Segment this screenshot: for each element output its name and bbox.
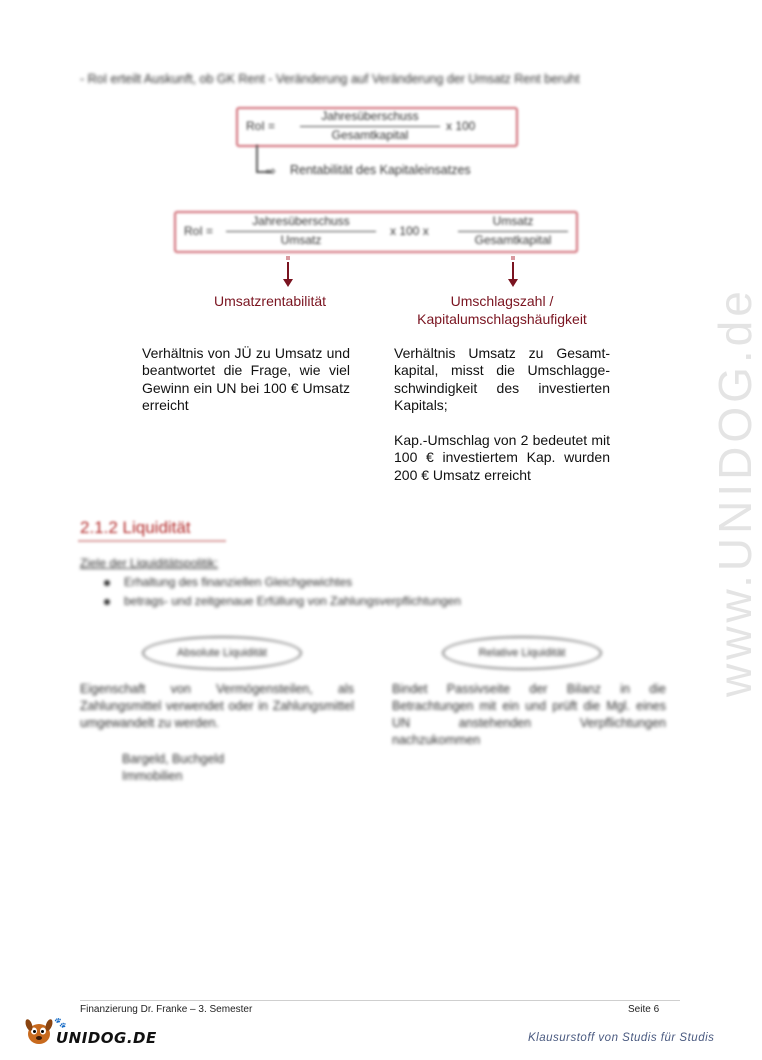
absolute-liquidity-text: Eigenschaft von Vermögensteilen, als Zahlungsmittel verwendet oder in Zahlungsmittel umgewandelt zu werden. [80, 682, 354, 730]
footer-slogan: Klausurstoff von Studis für Studis [528, 1032, 715, 1044]
formula-2-lhs: RoI = [184, 224, 214, 238]
footer-page-number: Seite 6 [628, 1004, 660, 1015]
arrow-left-shaft [287, 262, 289, 280]
formula-2-denominator-1: Umsatz [280, 233, 322, 247]
relative-liquidity-ellipse: Relative Liquidität [442, 636, 602, 670]
umsatzrentabilitaet-text: Verhältnis von JÜ zu Umsatz und beantwortet die Frage, wie viel Gewinn ein UN bei 100 € Umsatz erreicht [142, 345, 350, 414]
heading-underline [78, 540, 226, 542]
intro-line: - RoI erteilt Auskunft, ob GK Rent - Veränderung auf Veränderung der Umsatz Rent beruht [80, 72, 580, 86]
umschlagszahl-text: Verhältnis Umsatz zu Gesamt- kapital, misst die Umschlagge- schwindigkeit des investierten Kapitals; [394, 345, 610, 414]
formula-1-denominator: Gesamtkapital [331, 128, 409, 142]
formula-1-lhs: RoI = [246, 119, 276, 133]
absolute-liquidity-ellipse: Absolute Liquidität [142, 636, 302, 670]
footer-rule [80, 1000, 680, 1001]
formula-1-box [236, 107, 518, 147]
logo-text: UNIDOG.DE [56, 1029, 157, 1047]
umsatzrentabilitaet-label: Umsatzrentabilität [213, 293, 327, 309]
dog-logo-icon [24, 1016, 54, 1046]
absolute-examples-1: Bargeld, Buchgeld [122, 752, 225, 766]
section-heading: 2.1.2 Liquidität [80, 518, 191, 537]
absolute-examples-2: Immobilien [122, 769, 183, 783]
goals-heading: Ziele der Liquiditätspolitik: [80, 556, 219, 570]
formula-2-numerator-2: Umsatz [492, 214, 534, 228]
formula-1-factor: x 100 [446, 119, 476, 133]
bullet-icon [104, 580, 110, 586]
relative-liquidity-text: Bindet Passivseite der Bilanz in die Betrachtungen mit ein und prüft die Mgl. eines UN anstehenden Verpflichtungen nachzukommen [392, 682, 666, 747]
paw-icon: 🐾 [54, 1018, 67, 1029]
bullet-icon [104, 599, 110, 605]
formula-2-denominator-2: Gesamtkapital [474, 233, 552, 247]
umschlagszahl-label-line1: Umschlagszahl / [450, 293, 554, 309]
umschlagszahl-example: Kap.-Umschlag von 2 bedeutet mit 100 € investiertem Kap. wurden 200 € Umsatz erreicht [394, 432, 610, 483]
arrow-right-shaft [512, 262, 514, 280]
watermark: www.UNIDOG.de [709, 287, 761, 697]
goal-item: Erhaltung des finanziellen Gleichgewichtes [104, 575, 352, 589]
formula-2-numerator-1: Jahresüberschuss [252, 214, 350, 228]
formula-2-box [174, 211, 578, 253]
arrow-down-icon [508, 279, 518, 287]
formula-1-note: Rentabilität des Kapitaleinsatzes [290, 163, 471, 177]
formula-2-factor: x 100 x [390, 224, 429, 238]
goal-item: betrags- und zeitgenaue Erfüllung von Zahlungsverpflichtungen [104, 594, 461, 608]
formula-1-numerator: Jahresüberschuss [321, 109, 419, 123]
arrow-icon: ⇨ [266, 164, 277, 178]
umschlagszahl-label-line2: Kapitalumschlagshäufigkeit [417, 311, 587, 327]
footer-course: Finanzierung Dr. Franke – 3. Semester [80, 1004, 253, 1015]
arrow-down-icon [283, 279, 293, 287]
